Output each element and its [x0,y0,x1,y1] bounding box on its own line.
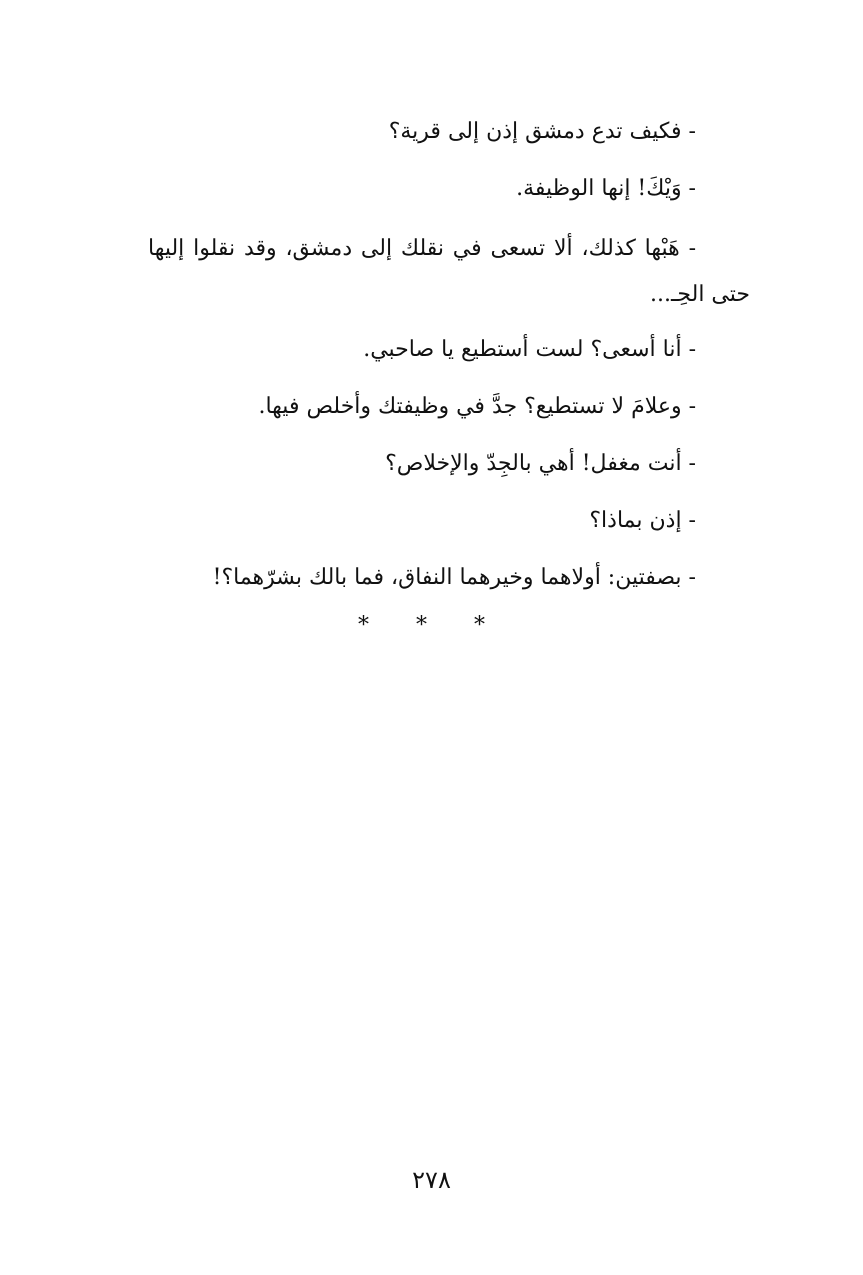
dialogue-line-4: - أنا أسعى؟ لست أستطيع يا صاحبي. [363,337,696,362]
dialogue-line-2: - وَيْكَ! إنها الوظيفة. [516,176,696,201]
dialogue-line-7: - إذن بماذا؟ [589,508,696,533]
dialogue-line-1: - فكيف تدع دمشق إذن إلى قرية؟ [388,119,696,144]
dialogue-text [148,112,750,615]
section-separator: * * * [358,613,505,638]
page-number: ٢٧٨ [412,1166,451,1194]
dialogue-line-3: - هَبْها كذلك، ألا تسعى في نقلك إلى دمشق، وقد نقلوا إليها حتى الحِـ... [148,236,750,307]
dialogue-line-8: - بصفتين: أولاهما وخيرهما النفاق، فما بالك بشرّهما؟! [212,565,696,590]
dialogue-line-5: - وعلامَ لا تستطيع؟ جدَّ في وظيفتك وأخلص فيها. [258,394,696,419]
dialogue-line-6: - أنت مغفل! أهي بالجِدّ والإخلاص؟ [385,451,696,476]
